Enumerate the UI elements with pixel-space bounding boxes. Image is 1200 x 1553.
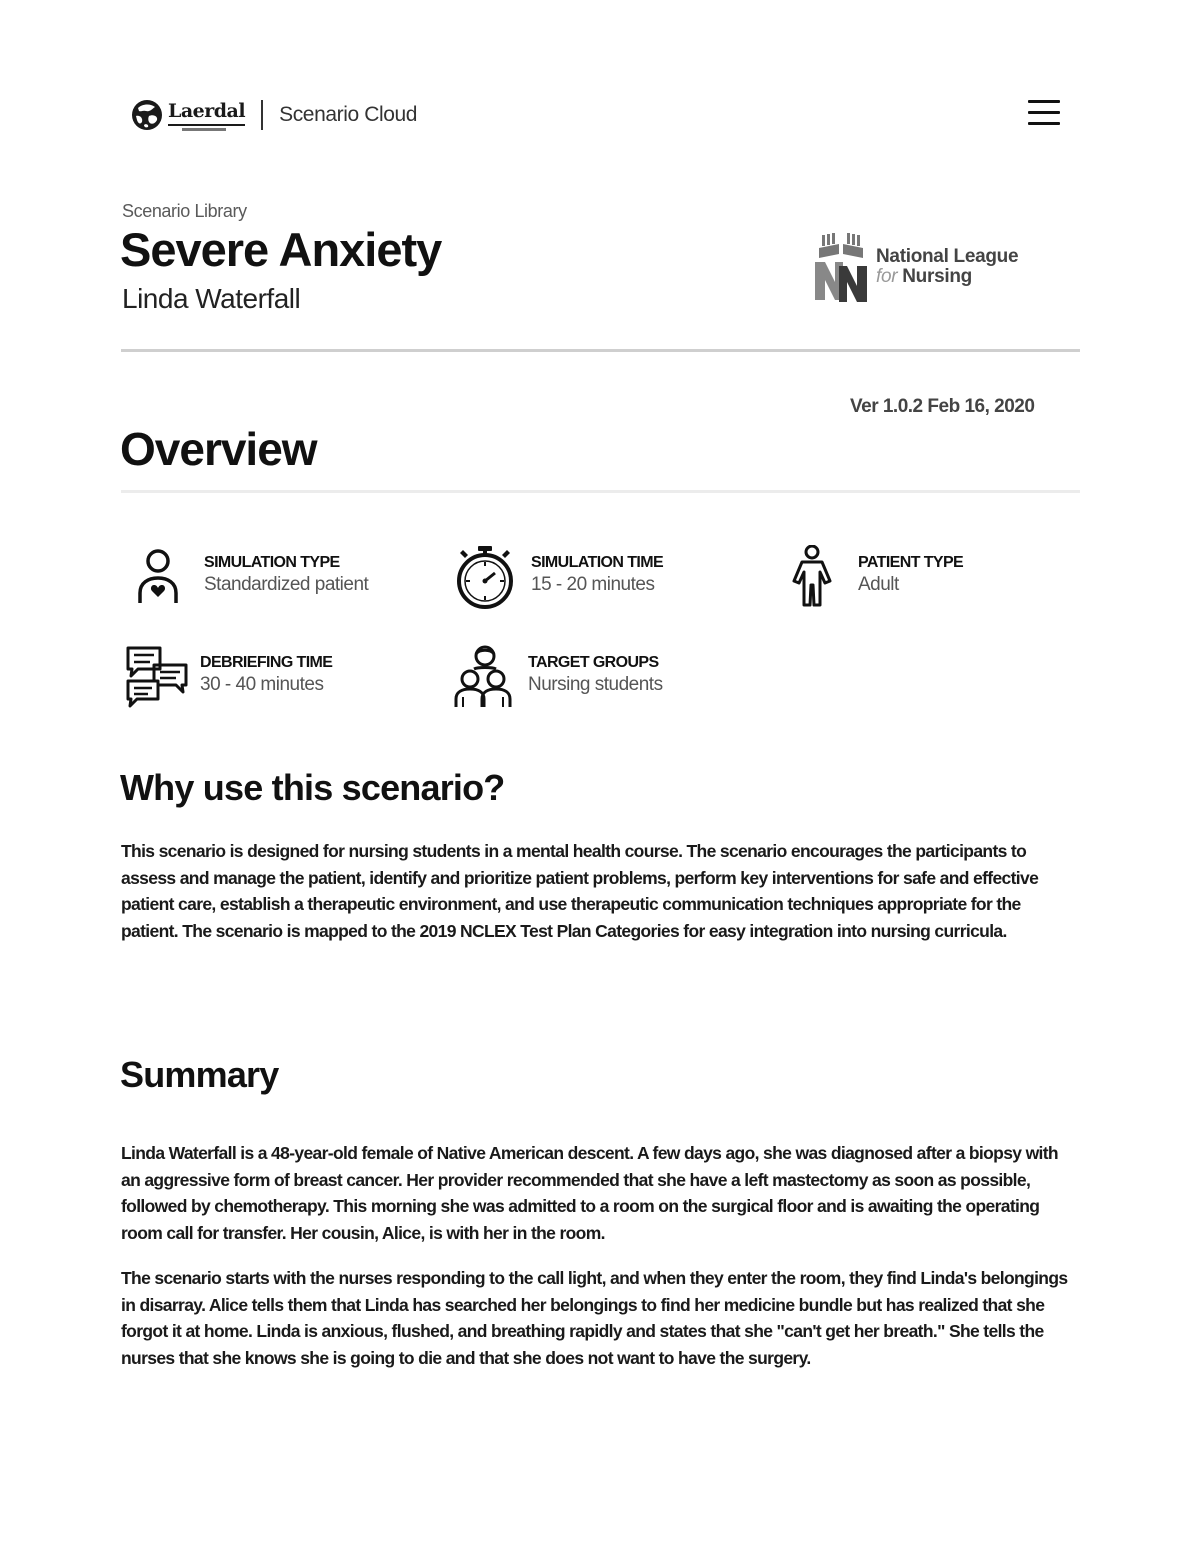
stat-value: 30 - 40 minutes bbox=[200, 674, 324, 695]
why-heading: Why use this scenario? bbox=[120, 767, 505, 808]
version-label: Ver 1.0.2 Feb 16, 2020 bbox=[850, 396, 1035, 417]
site-header bbox=[130, 96, 1060, 140]
brand-logo[interactable] bbox=[130, 98, 417, 132]
summary-heading: Summary bbox=[120, 1054, 279, 1095]
why-paragraph: This scenario is designed for nursing students in a mental health course. The scenario encourages the participants to assess and manage the patient, identify and prioritize patient problems, perform key interventions for safe and effective patient care, establish a therapeutic environment, and use therapeutic communication techniques appropriate for the patient. The scenario is mapped to the 2019 NCLEX Test Plan Categories for easy integration into nursing curricula. bbox=[121, 841, 1039, 941]
stat-patient-type bbox=[782, 545, 963, 609]
breadcrumb[interactable]: Scenario Library bbox=[122, 201, 247, 221]
brand-name: Laerdal bbox=[168, 100, 246, 122]
stat-target-groups bbox=[452, 645, 663, 709]
patient-name: Linda Waterfall bbox=[122, 283, 301, 314]
nln-book-icon bbox=[813, 232, 869, 302]
stat-label: PATIENT TYPE bbox=[858, 554, 964, 571]
summary-paragraph-2: The scenario starts with the nurses responding to the call light, and when they enter the room, they find Linda's belongings in disarray. Alice tells them that Linda has searched her belongings to find her medicine bundle but has realized that she forgot it at home. Linda is anxious, flushed, and breathing rapidly and states that she "can't get her breath." She tells the nurses that she knows she is going to die and that she does not want to have the surgery. bbox=[121, 1268, 1068, 1368]
adult-person-icon bbox=[782, 545, 848, 609]
stat-value: Adult bbox=[858, 574, 899, 595]
overview-heading: Overview bbox=[120, 423, 317, 475]
partner-logo bbox=[813, 232, 1018, 302]
brand-tagline bbox=[182, 128, 226, 131]
summary-paragraph-1: Linda Waterfall is a 48-year-old female of Native American descent. A few days ago, she was diagnosed after a biopsy with an aggressive form of breast cancer. Her provider recommended that she have a left mastectomy as soon as possible, followed by chemotherapy. This morning she was admitted to a room on the surgical floor and is awaiting the operating room call for transfer. Her cousin, Alice, is with her in the room. bbox=[121, 1143, 1058, 1243]
stat-label: SIMULATION TIME bbox=[531, 554, 664, 571]
standardized-patient-icon bbox=[128, 545, 194, 609]
stat-debriefing-time bbox=[124, 645, 332, 709]
stat-label: TARGET GROUPS bbox=[528, 654, 659, 671]
stat-label: DEBRIEFING TIME bbox=[200, 654, 333, 671]
group-people-icon bbox=[452, 645, 518, 709]
stat-simulation-time bbox=[455, 545, 663, 609]
stat-value: Standardized patient bbox=[204, 574, 369, 595]
brand-underline bbox=[168, 124, 245, 126]
chat-bubbles-icon bbox=[124, 645, 190, 709]
laerdal-wordmark bbox=[168, 98, 245, 132]
partner-name-line2: for Nursing bbox=[876, 266, 972, 287]
page-title: Severe Anxiety bbox=[120, 223, 442, 276]
laerdal-globe-icon bbox=[130, 98, 164, 132]
brand-divider bbox=[261, 100, 263, 130]
stat-label: SIMULATION TYPE bbox=[204, 554, 340, 571]
stat-value: 15 - 20 minutes bbox=[531, 574, 655, 595]
product-name: Scenario Cloud bbox=[279, 103, 418, 126]
partner-name-line1: National League bbox=[876, 246, 1019, 267]
stopwatch-icon bbox=[455, 545, 521, 609]
stat-simulation-type bbox=[128, 545, 368, 609]
title-divider bbox=[121, 349, 1080, 352]
hamburger-menu-icon[interactable] bbox=[1028, 100, 1060, 128]
overview-divider bbox=[121, 490, 1080, 493]
stat-value: Nursing students bbox=[528, 674, 663, 695]
